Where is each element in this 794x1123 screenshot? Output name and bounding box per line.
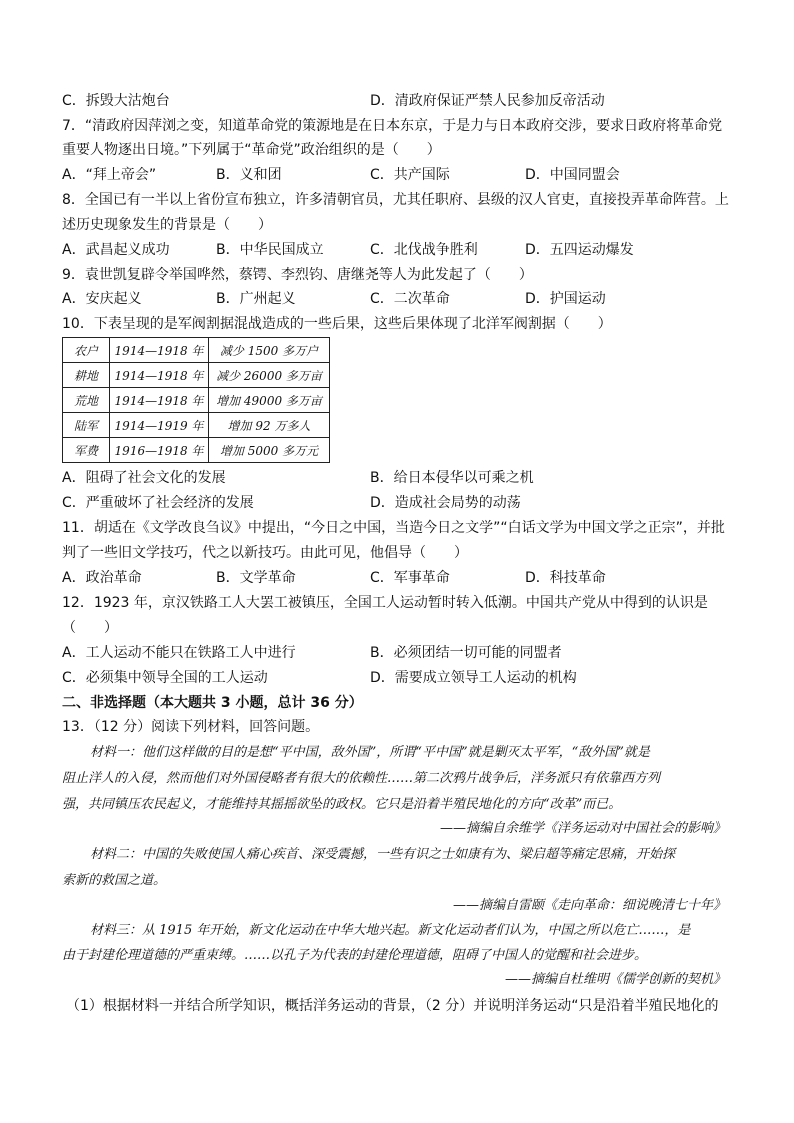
material3-line2: 由于封建伦理道德的严重束缚。……以孔子为代表的封建伦理道德，阻碍了中国人的觉醒和社会进步。 [62, 948, 648, 963]
material1-line1: 材料一：他们这样做的目的是想“平中国，敌外国”，所谓“平中国”就是剿灭太平军，“敌外国”就是 [90, 745, 650, 760]
q8-stem-line1: 8．全国已有一半以上省份宣布独立，许多清朝官员，尤其任职府、县级的汉人官吏，直接投弄革命阵营。上 [62, 192, 729, 208]
table-cell: 军费 [63, 438, 110, 463]
table-cell: 农户 [63, 338, 110, 363]
table-cell: 增加 5000 多万元 [209, 438, 330, 463]
q9-option-a: A．安庆起义 [62, 291, 142, 307]
q11-option-d: D．科技革命 [525, 570, 606, 586]
q12-option-a: A．工人运动不能只在铁路工人中进行 [62, 645, 296, 661]
q7-stem-line2: 重要人物逐出日境。”下列属于“革命党”政治组织的是（ ） [62, 142, 441, 158]
table-cell: 荒地 [63, 388, 110, 413]
table-cell: 陆军 [63, 413, 110, 438]
table-cell: 1914—1918 年 [110, 388, 209, 413]
q11-option-c: C．军事革命 [370, 570, 450, 586]
q8-option-c: C．北伐战争胜利 [370, 242, 478, 258]
table-cell: 1914—1918 年 [110, 338, 209, 363]
q7-option-c: C．共产国际 [370, 167, 450, 183]
q7-option-b: B．义和团 [216, 167, 282, 183]
q12-stem-line1: 12．1923 年，京汉铁路工人大罢工被镇压，全国工人运动暂时转入低潮。中国共产党从中得到的认识是 [62, 595, 708, 611]
material1-line2: 阻止洋人的入侵，然而他们对外国侵略者有很大的依赖性……第二次鸦片战争后，洋务派只有依靠西方列 [62, 771, 661, 786]
q10-option-c: C．严重破坏了社会经济的发展 [62, 495, 254, 511]
q7-stem-line1: 7．“清政府因萍浏之变，知道革命党的策源地是在日本东京，于是力与日本政府交涉，要求日政府将革命党 [62, 118, 723, 134]
material1-line3: 强，共同镇压农民起义，才能维持其摇摇欲坠的政权。它只是沿着半殖民地化的方向“改革”而已。 [62, 797, 622, 812]
material2-line2: 索新的救国之道。 [62, 873, 167, 888]
material2-source: ——摘编自雷颐《走向革命：细说晚清七十年》 [452, 898, 726, 913]
material2-line1: 材料二：中国的失败使国人痛心疾首、深受震撼，一些有识之士如康有为、梁启超等痛定思痛，开始探 [90, 847, 676, 862]
table-row [63, 338, 330, 363]
table-cell: 耕地 [63, 363, 110, 388]
q7-option-d: D．中国同盟会 [525, 167, 620, 183]
q13-intro: 13．（12 分）阅读下列材料，回答问题。 [62, 719, 320, 735]
q7-option-a: A．“拜上帝会” [62, 167, 157, 183]
q8-option-a: A．武昌起义成功 [62, 242, 170, 258]
q11-option-a: A．政治革命 [62, 570, 142, 586]
table-cell: 减少 1500 多万户 [209, 338, 330, 363]
q10-option-d: D．造成社会局势的动荡 [370, 495, 521, 511]
q12-option-d: D．需要成立领导工人运动的机构 [370, 670, 577, 686]
table-cell: 1914—1919 年 [110, 413, 209, 438]
q8-stem-line2: 述历史现象发生的背景是（ ） [62, 217, 272, 233]
q9-stem: 9．袁世凯复辟令举国哗然，蔡锷、李烈钧、唐继尧等人为此发起了（ ） [62, 267, 533, 283]
material3-source: ——摘编自杜维明《儒学创新的契机》 [504, 972, 726, 987]
q8-option-d: D．五四运动爆发 [525, 242, 634, 258]
q10-option-a: A．阻碍了社会文化的发展 [62, 470, 226, 486]
table-row [63, 413, 330, 438]
section2-title: 二、非选择题（本大题共 3 小题，总计 36 分） [62, 695, 363, 711]
q12-stem-line2: （ ） [62, 620, 118, 636]
material3-line1: 材料三：从 1915 年开始，新文化运动在中华大地兴起。新文化运动者们认为，中国之所以危亡……，是 [90, 923, 691, 938]
q12-option-c: C．必须集中领导全国的工人运动 [62, 670, 268, 686]
table-cell: 增加 49000 多万亩 [209, 388, 330, 413]
q11-stem-line2: 判了一些旧文学技巧，代之以新技巧。由此可见，他倡导（ ） [62, 545, 468, 561]
q9-option-d: D．护国运动 [525, 291, 606, 307]
table-cell: 减少 26000 多万亩 [209, 363, 330, 388]
table-row [63, 438, 330, 463]
q6-option-d: D．清政府保证严禁人民参加反帝活动 [370, 93, 605, 109]
q8-option-b: B．中华民国成立 [216, 242, 324, 258]
q6-option-c: C．拆毁大沽炮台 [62, 93, 170, 109]
q10-stem: 10．下表呈现的是军阀割据混战造成的一些后果，这些后果体现了北洋军阀割据（ ） [62, 316, 612, 332]
q10-option-b: B．给日本侵华以可乘之机 [370, 470, 534, 486]
q11-stem-line1: 11．胡适在《文学改良刍议》中提出，“今日之中国，当造今日之文学”“白话文学为中国文学之正宗”，并批 [62, 520, 725, 536]
q13-subquestion-1: （1）根据材料一并结合所学知识，概括洋务运动的背景，（2 分）并说明洋务运动“只是沿着半殖民地化的 [66, 998, 719, 1014]
q11-option-b: B．文学革命 [216, 570, 296, 586]
q9-option-b: B．广州起义 [216, 291, 296, 307]
q12-option-b: B．必须团结一切可能的同盟者 [370, 645, 562, 661]
q10-data-table [62, 337, 330, 463]
table-row [63, 388, 330, 413]
q9-option-c: C．二次革命 [370, 291, 450, 307]
material1-source: ——摘编自余维学《洋务运动对中国社会的影响》 [439, 821, 726, 836]
table-cell: 1914—1918 年 [110, 363, 209, 388]
table-row [63, 363, 330, 388]
table-cell: 1916—1918 年 [110, 438, 209, 463]
table-cell: 增加 92 万多人 [209, 413, 330, 438]
